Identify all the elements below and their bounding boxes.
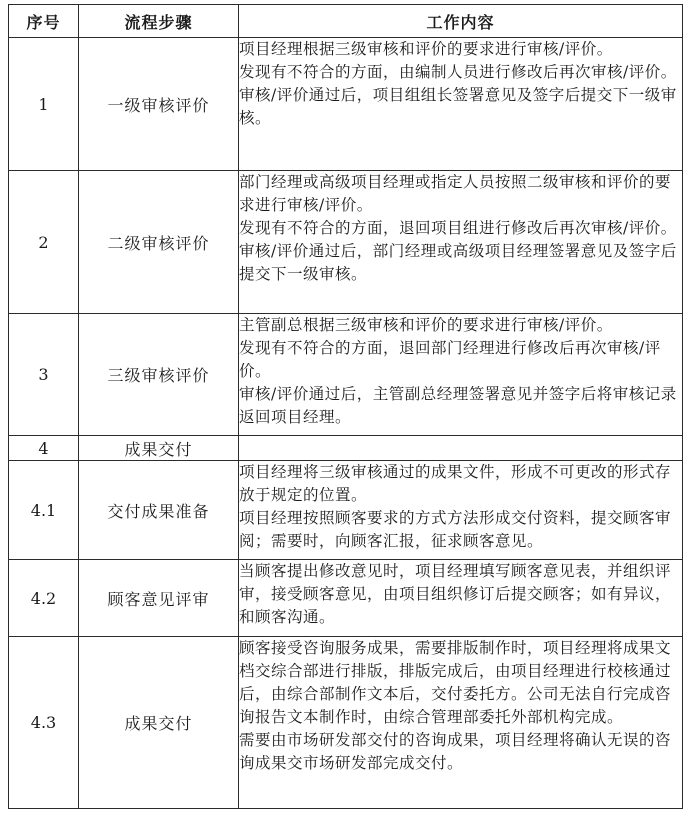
content-paragraph: 发现有不符合的方面，由编制人员进行修改后再次审核/评价。 [239,63,677,81]
content-paragraph: 项目经理根据三级审核和评价的要求进行审核/评价。 [239,40,613,58]
row-step: 成果交付 [79,436,239,461]
row-step: 交付成果准备 [79,461,239,560]
row-content [239,38,683,171]
process-table [8,4,683,809]
header-content: 工作内容 [239,5,683,38]
row-content [239,637,683,809]
header-num: 序号 [9,5,79,38]
content-paragraph: 需要由市场研发部交付的咨询成果，项目经理将确认无误的咨询成果交市场研发部完成交付。 [239,731,672,772]
content-paragraph: 项目经理将三级审核通过的成果文件，形成不可更改的形式存放于规定的位置。 [239,463,672,504]
row-num: 3 [9,314,79,436]
row-num: 4.3 [9,637,79,809]
table-row-section [9,436,683,461]
content-paragraph: 发现有不符合的方面，退回部门经理进行修改后再次审核/评价。 [239,339,661,380]
content-paragraph: 审核/评价通过后，项目组组长签署意见及签字后提交下一级审核。 [239,86,677,127]
table-row [9,560,683,637]
content-paragraph: 当顾客提出修改意见时，项目经理填写顾客意见表，并组织评审，接受顾客意见，由项目组织修订后提交顾客；如有异议，和顾客沟通。 [239,562,672,626]
row-num: 4.2 [9,560,79,637]
row-content [239,461,683,560]
table-row [9,314,683,436]
content-paragraph: 审核/评价通过后，部门经理或高级项目经理签署意见及签字后提交下一级审核。 [239,242,677,283]
table-header-row [9,5,683,38]
row-num: 4.1 [9,461,79,560]
row-content [239,436,683,461]
row-content [239,314,683,436]
table-row [9,637,683,809]
content-paragraph: 发现有不符合的方面，退回项目组进行修改后再次审核/评价。 [239,219,677,237]
header-step: 流程步骤 [79,5,239,38]
table-row [9,38,683,171]
table-row [9,461,683,560]
row-content [239,171,683,314]
content-paragraph: 项目经理按照顾客要求的方式方法形成交付资料，提交顾客审阅；需要时，向顾客汇报，征求顾客意见。 [239,509,672,550]
row-num: 2 [9,171,79,314]
content-paragraph: 主管副总根据三级审核和评价的要求进行审核/评价。 [239,316,613,334]
content-paragraph: 顾客接受咨询服务成果，需要排版制作时，项目经理将成果文档交综合部进行排版，排版完成后，由项目经理进行校核通过后，由综合部制作文本后，交付委托方。公司无法自行完成咨询报告文本制作时，由综合管理部委托外部机构完成。 [239,639,672,726]
content-paragraph: 部门经理或高级项目经理或指定人员按照二级审核和评价的要求进行审核/评价。 [239,173,672,214]
content-paragraph: 审核/评价通过后，主管副总经理签署意见并签字后将审核记录返回项目经理。 [239,385,677,426]
table-row [9,171,683,314]
row-step: 二级审核评价 [79,171,239,314]
row-step: 三级审核评价 [79,314,239,436]
row-num: 1 [9,38,79,171]
row-content [239,560,683,637]
row-step: 顾客意见评审 [79,560,239,637]
row-num: 4 [9,436,79,461]
row-step: 一级审核评价 [79,38,239,171]
row-step: 成果交付 [79,637,239,809]
